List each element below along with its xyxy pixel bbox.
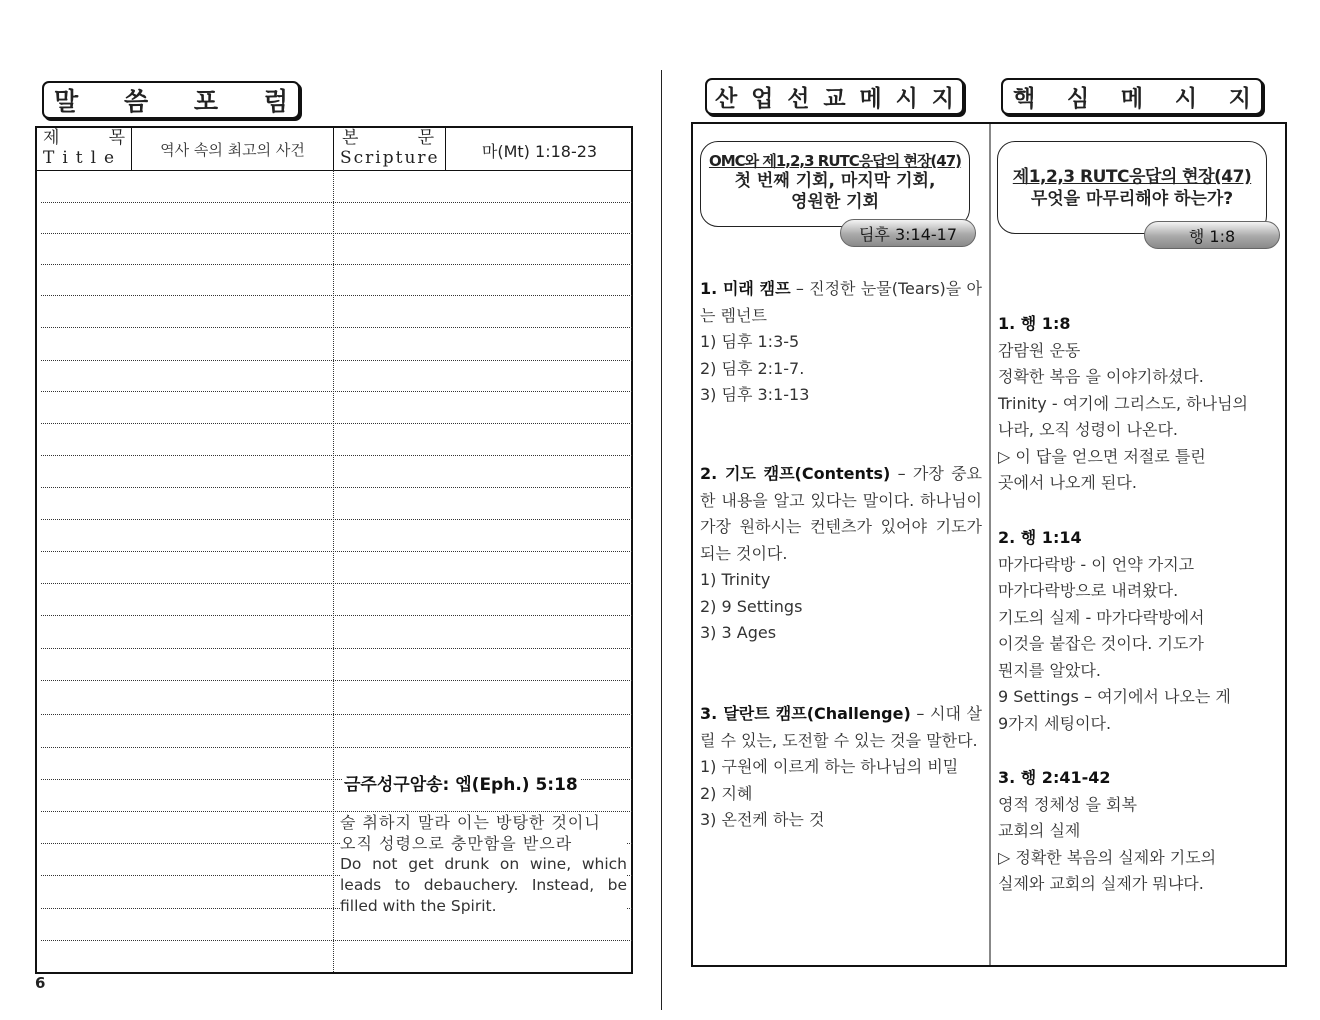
writing-line [41,233,632,234]
core-scripture-pill: 행 1:8 [1144,221,1280,249]
memory-verse-en: Do not get drunk on wine, which leads to debauchery. Instead, be filled with the Spirit. [340,855,627,915]
title-label-en: Title [43,148,123,168]
point-2-item: 3) 3 Ages [700,623,777,642]
title-char: 말 [54,87,79,116]
sermon-title: 역사 속의 최고의 사건 [160,141,305,159]
industrial-mission-title-box [705,78,964,115]
title-char: 핵 [1013,86,1036,112]
line: 기도의 실제 - 마가다락방에서 [998,607,1205,627]
sermon-forum-title-box [42,81,300,119]
core-section-2 [998,525,1280,737]
line: 마가다락방으로 내려왔다. [998,581,1179,600]
scripture-label-ko: 본 [342,128,359,148]
title-char: 메 [859,86,882,112]
line: 곳에서 나오게 된다. [998,473,1137,492]
note-form [35,126,633,974]
writing-line [41,487,632,488]
title-char: 지 [1228,86,1251,112]
industrial-scripture-pill: 딤후 3:14-17 [840,219,976,247]
title-value-cell [132,128,334,170]
title-char: 시 [1174,86,1198,112]
bubble-line-3: 영원한 기회 [790,192,880,212]
line: 9가지 세팅이다. [998,713,1112,733]
writing-line [41,714,632,715]
line: 9 Settings – 여기에서 나오는 게 [998,687,1231,706]
scripture-label-en: Scripture [340,148,440,168]
line: ▷ 이 답을 얻으면 저절로 틀린 [998,446,1206,466]
title-char: 씀 [123,87,149,116]
point-3-item: 2) 지혜 [700,783,753,803]
line: Trinity - 여기에 그리스도, 하나님의 [998,393,1248,413]
writing-line [41,264,632,265]
line: 뭔지를 알았다. [998,660,1101,680]
writing-line [41,940,632,941]
writing-line [41,747,632,748]
core-section-3 [998,765,1280,898]
writing-line [41,391,632,392]
title-char: 지 [931,86,954,112]
bubble-line-1: OMC와 제1,2,3 RUTC응답의 현장(47) [708,152,962,170]
section-head: 1. 행 1:8 [998,314,1071,333]
writing-line [41,615,632,616]
writing-line [41,455,632,456]
writing-line [41,648,632,649]
memory-verse-block [340,812,627,917]
scripture-label-cell [334,128,446,170]
line: 실제와 교회의 실제가 뭐냐다. [998,874,1204,893]
line: 나라, 오직 성령이 나온다. [998,420,1178,439]
writing-line [41,327,632,328]
page-gutter [661,70,662,1010]
line: 정확한 복음 을 이야기하셨다. [998,367,1204,386]
column-divider [989,124,991,965]
point-1-item: 3) 딤후 3:1-13 [700,385,810,404]
header-divider [37,170,631,171]
industrial-body [700,276,982,409]
title-char: 교 [823,86,846,112]
point-1-item: 2) 딤후 2:1-7. [700,358,805,378]
title-char: 시 [895,86,918,112]
title-char: 업 [751,86,774,112]
industrial-heading-bubble [700,141,970,227]
memory-verse-ko-1: 술 취하지 말라 이는 방탕한 것이니 [340,813,601,832]
bubble-line-2: 무엇을 마무리해야 하는가? [1030,189,1234,209]
scripture-reference: 마(Mt) 1:18-23 [481,142,598,161]
writing-line [41,202,632,203]
line: 영적 정체성 을 회복 [998,794,1137,814]
scripture-label-ko: 문 [417,128,434,148]
writing-line [41,519,632,520]
industrial-body-2 [700,461,982,647]
memory-verse-ko-2: 오직 성령으로 충만함을 받으라 [340,834,573,853]
line: 감람원 운동 [998,340,1081,360]
writing-line [41,360,632,361]
writing-line [41,583,632,584]
title-char: 럼 [263,87,288,116]
line: ▷ 정확한 복음의 실제와 기도의 [998,847,1217,867]
core-message-title-box [1001,78,1263,115]
industrial-body-3 [700,701,982,834]
point-2: 2. 기도 캠프(Contents) – 가장 중요한 내용을 알고 있다는 말이다. 하나님이 가장 원하시는 컨텐츠가 있어야 기도가 되는 것이다. [700,464,982,563]
core-section-1 [998,311,1280,497]
title-label-cell [37,128,132,170]
line: 교회의 실제 [998,821,1081,840]
section-head: 3. 행 2:41-42 [998,768,1111,787]
writing-line [41,423,632,424]
column-divider [333,170,334,972]
title-char: 포 [193,87,219,116]
title-char: 심 [1066,86,1090,112]
point-1: 1. 미래 캠프 – 진정한 눈물(Tears)을 아는 렘넌트 [700,279,982,325]
point-3-item: 3) 온전케 하는 것 [700,810,825,829]
title-char: 선 [787,86,810,112]
bubble-line-1: 제1,2,3 RUTC응답의 현장(47) [1012,167,1252,187]
point-2-item: 2) 9 Settings [700,596,803,616]
scripture-value-cell [446,128,633,170]
point-1-item: 1) 딤후 1:3-5 [700,332,800,351]
title-label-ko: 목 [108,128,125,148]
line: 마가다락방 - 이 언약 가지고 [998,554,1195,574]
section-head: 2. 행 1:14 [998,528,1082,547]
point-3-item: 1) 구원에 이르게 하는 하나님의 비밀 [700,757,959,776]
writing-line [41,295,632,296]
page-number: 6 [35,974,46,992]
writing-line [41,551,632,552]
title-label-ko: 제 [43,128,60,148]
line: 이것을 붙잡은 것이다. 기도가 [998,634,1204,653]
memory-verse-heading: 금주성구암송: 엡(Eph.) 5:18 [342,768,580,797]
point-3: 3. 달란트 캠프(Challenge) – 시대 살릴 수 있는, 도전할 수 있는 것을 말한다. [700,704,982,750]
point-2-item: 1) Trinity [700,570,771,589]
title-char: 산 [715,86,738,112]
title-char: 메 [1120,86,1144,112]
writing-line [41,680,632,681]
bubble-line-2: 첫 번째 기회, 마지막 기회, [734,171,936,191]
